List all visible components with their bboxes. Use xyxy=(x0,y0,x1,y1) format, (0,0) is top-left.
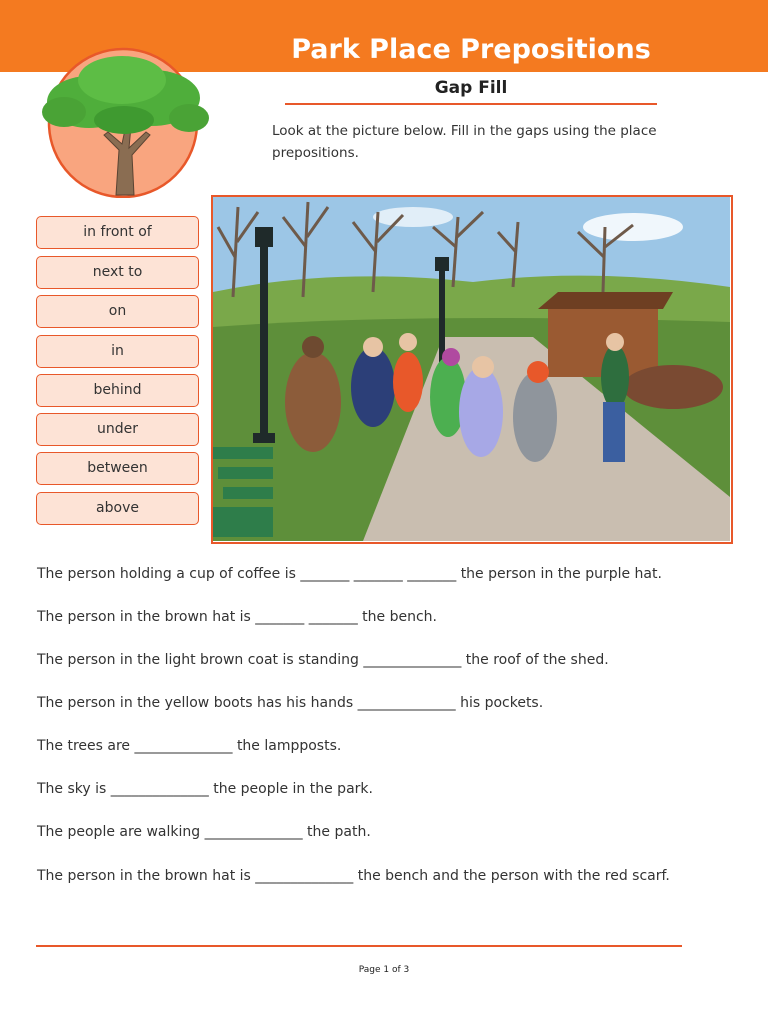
word-bank-item: on xyxy=(36,295,199,328)
word-bank-item: between xyxy=(36,452,199,485)
page-number: Page 1 of 3 xyxy=(358,965,410,975)
footer-divider xyxy=(36,945,682,947)
instructions-text: Look at the picture below. Fill in the gaps using the place prepositions. xyxy=(272,123,657,161)
word-bank-item: in xyxy=(36,335,199,368)
tree-icon xyxy=(34,40,212,198)
page-title: Park Place Prepositions xyxy=(291,34,651,65)
gap-fill-sentence: The person in the yellow boots has his hands ______________ his pockets. xyxy=(37,695,544,711)
section-subtitle: Gap Fill xyxy=(434,78,508,98)
gap-fill-sentence: The sky is ______________ the people in the park. xyxy=(37,781,373,797)
word-bank-item: behind xyxy=(36,374,199,407)
word-bank-item: under xyxy=(36,413,199,446)
gap-fill-sentence: The person in the brown hat is _______ _______ the bench. xyxy=(37,609,437,625)
word-bank-item: above xyxy=(36,492,199,525)
gap-fill-sentence: The people are walking ______________ the path. xyxy=(37,824,371,840)
word-bank-item: next to xyxy=(36,256,199,289)
subtitle-divider xyxy=(285,103,657,105)
gap-fill-sentence: The person in the light brown coat is standing ______________ the roof of the shed. xyxy=(37,652,609,668)
gap-fill-sentence: The person in the brown hat is ______________ the bench and the person with the red scarf. xyxy=(37,868,670,884)
gap-fill-sentence: The trees are ______________ the lampposts. xyxy=(37,738,342,754)
word-bank-item: in front of xyxy=(36,216,199,249)
gap-fill-sentence: The person holding a cup of coffee is _______ _______ _______ the person in the purple hat. xyxy=(37,566,662,582)
park-illustration xyxy=(211,195,733,544)
